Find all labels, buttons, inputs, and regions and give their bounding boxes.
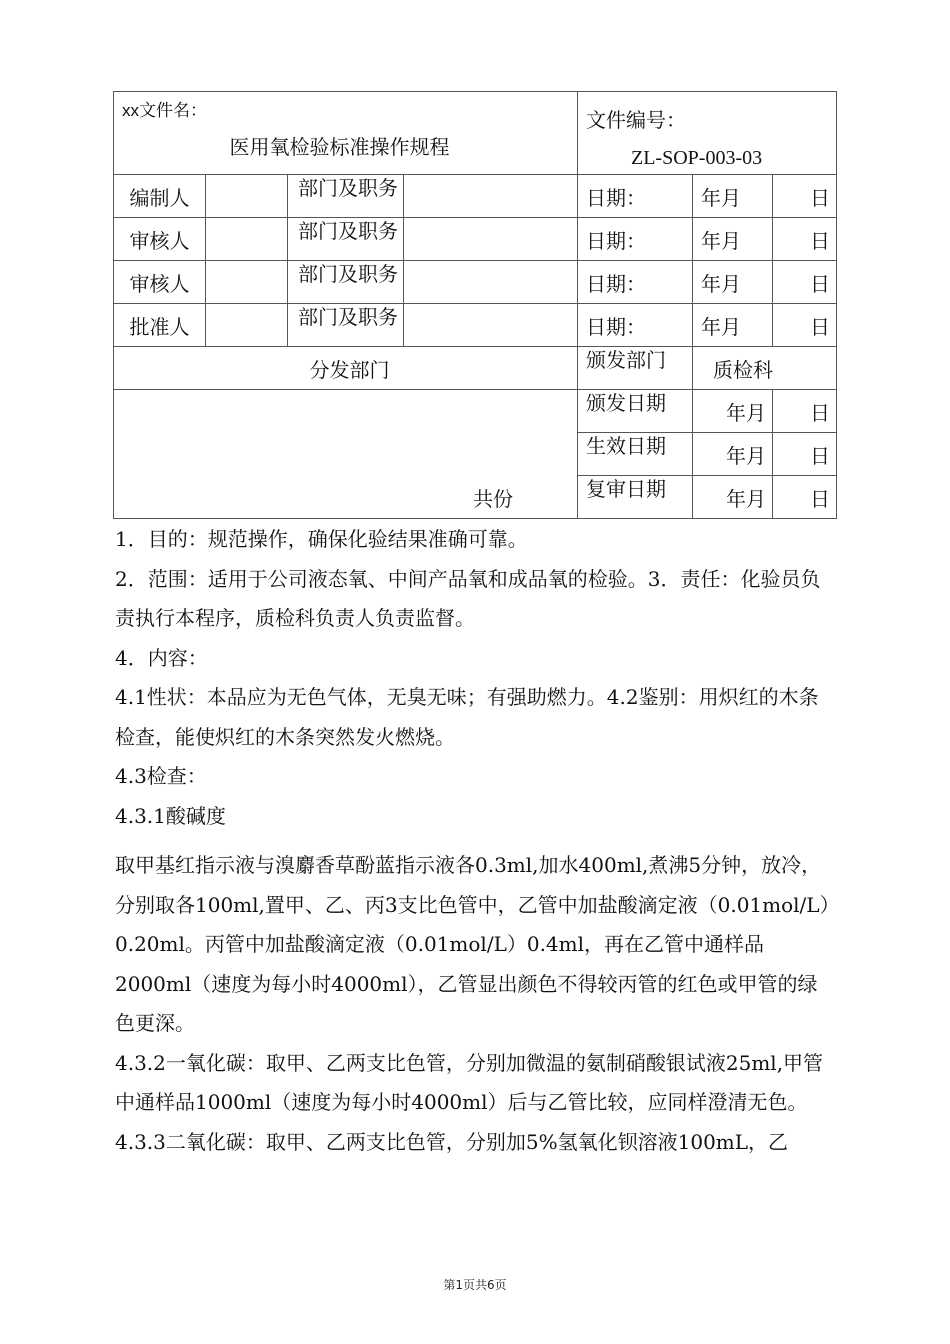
inspection-heading: 4.3检查： bbox=[115, 764, 207, 788]
date-label: 日期： bbox=[578, 175, 693, 218]
file-number-label: 文件编号： bbox=[586, 108, 686, 132]
dept-label: 部门及职务 bbox=[298, 262, 398, 286]
day-label: 日 bbox=[773, 304, 837, 347]
date-label: 日期： bbox=[578, 261, 693, 304]
issue-dept-value: 质检科 bbox=[693, 347, 837, 390]
day-label: 日 bbox=[773, 261, 837, 304]
header-title-row bbox=[114, 92, 837, 175]
dept-value-cell bbox=[404, 304, 578, 347]
year-month-label: 年月 bbox=[693, 175, 773, 218]
carbon-dioxide-paragraph: 4.3.3二氧化碳：取甲、乙两支比色管，分别加5%氢氧化钡溶液100mL，乙 bbox=[115, 1129, 789, 1154]
year-month-label: 年月 bbox=[693, 476, 773, 519]
page-footer: 第1页共6页 bbox=[443, 1278, 507, 1292]
dept-cell bbox=[288, 218, 404, 261]
dept-cell bbox=[288, 304, 404, 347]
document-header-table bbox=[113, 91, 837, 519]
issue-date-cell bbox=[578, 390, 693, 433]
date-label: 日期： bbox=[578, 218, 693, 261]
signoff-row bbox=[114, 218, 837, 261]
review-date-label: 复审日期 bbox=[586, 477, 666, 501]
role-cell: 审核人 bbox=[114, 261, 206, 304]
acidity-procedure-paragraph: 取甲基红指示液与溴麝香草酚蓝指示液各0.3ml,加水400ml,煮沸5分钟，放冷，分别取各100ml,置甲、乙、丙3支比色管中，乙管中加盐酸滴定液（0.01mol/L）0.20ml。丙管中加盐酸滴定液（0.01mol/L）0.4ml，再在乙管中通样品2000ml（速度为每小时4000ml），乙管显出颜色不得较丙管的红色或甲管的绿色更深。 bbox=[115, 853, 830, 1035]
issue-dept-label: 颁发部门 bbox=[586, 348, 666, 372]
dept-label: 部门及职务 bbox=[298, 219, 398, 243]
content-heading: 4．内容： bbox=[115, 645, 208, 670]
dept-cell bbox=[288, 175, 404, 218]
signature-cell bbox=[206, 218, 288, 261]
role-cell: 编制人 bbox=[114, 175, 206, 218]
day-label: 日 bbox=[773, 433, 837, 476]
signature-cell bbox=[206, 304, 288, 347]
date-label: 日期： bbox=[578, 304, 693, 347]
signoff-row bbox=[114, 304, 837, 347]
issue-date-label: 颁发日期 bbox=[586, 391, 666, 415]
copies-label: 共份 bbox=[473, 487, 513, 511]
file-number: ZL-SOP-003-03 bbox=[631, 147, 763, 169]
dept-cell bbox=[288, 261, 404, 304]
file-name-cell bbox=[114, 92, 578, 175]
year-month-label: 年月 bbox=[693, 304, 773, 347]
purpose-paragraph: 1．目的：规范操作，确保化验结果准确可靠。 bbox=[115, 527, 528, 551]
distribution-row bbox=[114, 347, 837, 390]
dept-value-cell bbox=[404, 218, 578, 261]
year-month-label: 年月 bbox=[693, 390, 773, 433]
review-date-cell bbox=[578, 476, 693, 519]
dept-value-cell bbox=[404, 175, 578, 218]
year-month-label: 年月 bbox=[693, 218, 773, 261]
signoff-row bbox=[114, 175, 837, 218]
day-label: 日 bbox=[773, 476, 837, 519]
signature-cell bbox=[206, 261, 288, 304]
effective-date-label: 生效日期 bbox=[586, 434, 666, 458]
day-label: 日 bbox=[773, 390, 837, 433]
acidity-heading: 4.3.1酸碱度 bbox=[115, 803, 226, 828]
document-body bbox=[115, 520, 830, 1162]
carbon-monoxide-paragraph: 4.3.2一氧化碳：取甲、乙两支比色管，分别加微温的氨制硝酸银试液25ml,甲管中通样品1000ml（速度为每小时4000ml）后与乙管比较，应同样澄清无色。 bbox=[115, 1050, 824, 1114]
day-label: 日 bbox=[773, 175, 837, 218]
role-cell: 批准人 bbox=[114, 304, 206, 347]
file-number-cell bbox=[578, 92, 837, 175]
file-title: 医用氧检验标准操作规程 bbox=[229, 135, 450, 159]
dept-value-cell bbox=[404, 261, 578, 304]
issue-dept-cell bbox=[578, 347, 693, 390]
signature-cell bbox=[206, 175, 288, 218]
issue-date-row bbox=[114, 390, 837, 433]
year-month-label: 年月 bbox=[693, 433, 773, 476]
year-month-label: 年月 bbox=[693, 261, 773, 304]
properties-identification-paragraph: 4.1性状：本品应为无色气体，无臭无味；有强助燃力。4.2鉴别：用炽红的木条检查，能使炽红的木条突然发火燃烧。 bbox=[115, 685, 819, 749]
dept-label: 部门及职务 bbox=[298, 176, 398, 200]
signoff-row bbox=[114, 261, 837, 304]
role-cell: 审核人 bbox=[114, 218, 206, 261]
distribution-dept-label: 分发部门 bbox=[114, 347, 578, 390]
effective-date-cell bbox=[578, 433, 693, 476]
dept-label: 部门及职务 bbox=[298, 305, 398, 329]
scope-responsibility-paragraph: 2．范围：适用于公司液态氧、中间产品氧和成品氧的检验。3．责任：化验员负责执行本程序，质检科负责人负责监督。 bbox=[115, 566, 821, 630]
day-label: 日 bbox=[773, 218, 837, 261]
copies-cell bbox=[114, 390, 578, 519]
file-name-label: xx文件名： bbox=[122, 101, 207, 120]
